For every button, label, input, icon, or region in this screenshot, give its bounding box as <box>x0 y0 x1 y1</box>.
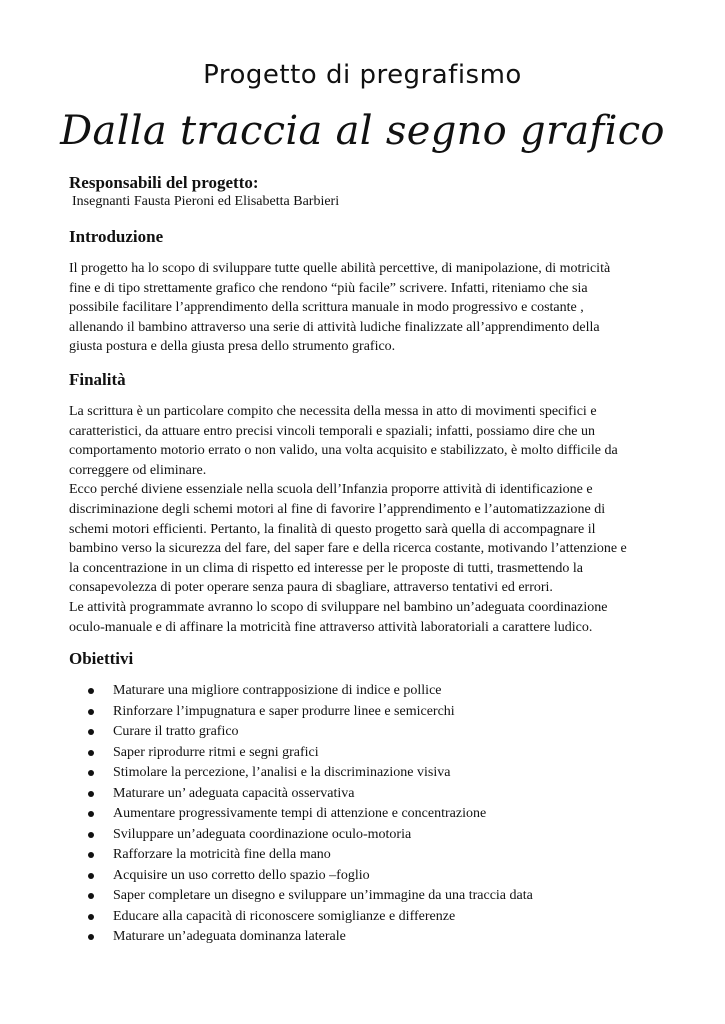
list-item <box>69 681 533 702</box>
bullet-icon <box>88 750 94 756</box>
heading-introduzione: Introduzione <box>69 227 164 246</box>
list-item <box>69 927 533 948</box>
heading-responsabili: Responsabili del progetto: <box>69 173 259 192</box>
text-line: correggere od eliminare. <box>69 462 207 478</box>
list-item <box>69 743 533 764</box>
text-line: comportamento motorio errato o non valido, una volta acquisito e stabilizzato, è molto difficile da <box>69 443 618 459</box>
bullet-icon <box>88 811 94 817</box>
text-line: Le attività programmate avranno lo scopo di sviluppare nel bambino un’adeguata coordinazione <box>69 599 608 615</box>
bullet-icon <box>88 873 94 879</box>
list-item <box>69 825 533 846</box>
obiettivi-list <box>69 681 533 948</box>
bullet-icon <box>88 729 94 735</box>
list-item-label: Maturare una migliore contrapposizione di indice e pollice <box>113 683 442 698</box>
bullet-icon <box>88 770 94 776</box>
text-line: consapevolezza di poter operare senza paura di sbagliare, attraverso tentativi ed errori. <box>69 580 553 596</box>
list-item-label: Aumentare progressivamente tempi di attenzione e concentrazione <box>113 806 487 821</box>
list-item-label: Acquisire un uso corretto dello spazio –foglio <box>113 867 370 883</box>
list-item-label: Maturare un’adeguata dominanza laterale <box>113 929 346 944</box>
text-line: bambino verso la sicurezza del fare, del saper fare e della ricerca costante, motivando l’attenzione e <box>69 541 627 557</box>
bullet-icon <box>88 914 94 920</box>
finalita-paragraph <box>69 402 669 637</box>
list-item <box>69 845 533 866</box>
text-line: giusta postura e della giusta presa dello strumento grafico. <box>69 339 396 355</box>
list-item <box>69 784 533 805</box>
list-item <box>69 804 533 825</box>
text-line: schemi motori efficienti. Pertanto, la finalità di questo progetto sarà quella di accompagnare il <box>69 521 596 537</box>
text-line: la concentrazione in un clima di rispetto ed interesse per le proposte di tutti, trasmettendo la <box>69 560 583 576</box>
heading-finalita: Finalità <box>69 370 126 389</box>
text-line: allenando il bambino attraverso una serie di attività ludiche finalizzate all’apprendimento della <box>69 319 600 335</box>
text-line: fine e di tipo strettamente grafico che rendono “più facile” scrivere. Infatti, riteniamo che sia <box>69 280 588 296</box>
list-item-label: Rinforzare l’impugnatura e saper produrre linee e semicerchi <box>113 703 455 719</box>
text-line: possibile facilitare l’apprendimento della scrittura manuale in modo progressivo e costante , <box>69 300 584 316</box>
list-item-label: Saper riprodurre ritmi e segni grafici <box>113 744 319 760</box>
list-item <box>69 866 533 887</box>
text-line: oculo-manuale e di affinare la motricità fine attraverso attività laboratoriali a carattere ludico. <box>69 619 593 635</box>
bullet-icon <box>88 852 94 858</box>
list-item-label: Maturare un’ adeguata capacità osservativa <box>113 785 355 801</box>
bullet-icon <box>88 934 94 940</box>
list-item <box>69 907 533 928</box>
list-item <box>69 722 533 743</box>
introduzione-paragraph <box>69 259 659 357</box>
bullet-icon <box>88 791 94 797</box>
document-title: Progetto di pregrafismo <box>203 60 522 90</box>
text-line: La scrittura è un particolare compito che necessita della messa in atto di movimenti specifici e <box>69 404 597 419</box>
list-item <box>69 702 533 723</box>
list-item <box>69 886 533 907</box>
text-line: discriminazione degli schemi motori al fine di favorire l’apprendimento e l’automatizzazione di <box>69 501 606 517</box>
responsabili-text: Insegnanti Fausta Pieroni ed Elisabetta Barbieri <box>72 194 340 209</box>
bullet-icon <box>88 709 94 715</box>
text-line: Il progetto ha lo scopo di sviluppare tutte quelle abilità percettive, di manipolazione, di motricità <box>69 261 611 276</box>
list-item-label: Curare il tratto grafico <box>113 724 239 739</box>
list-item-label: Educare alla capacità di riconoscere somiglianze e differenze <box>113 908 456 924</box>
bullet-icon <box>88 832 94 838</box>
list-item-label: Rafforzare la motricità fine della mano <box>113 847 331 862</box>
text-line: Ecco perché diviene essenziale nella scuola dell’Infanzia proporre attività di identificazione e <box>69 482 593 498</box>
list-item-label: Stimolare la percezione, l’analisi e la discriminazione visiva <box>113 765 451 780</box>
list-item-label: Saper completare un disegno e sviluppare un’immagine da una traccia data <box>113 888 533 903</box>
document-subtitle: Dalla traccia al segno grafico <box>60 108 665 154</box>
text-line: caratteristici, da attuare entro precisi vincoli temporali e spaziali; infatti, possiamo dire che un <box>69 423 595 439</box>
bullet-icon <box>88 893 94 899</box>
list-item <box>69 763 533 784</box>
bullet-icon <box>88 688 94 694</box>
list-item-label: Sviluppare un’adeguata coordinazione oculo-motoria <box>113 826 412 842</box>
heading-obiettivi: Obiettivi <box>69 649 134 668</box>
